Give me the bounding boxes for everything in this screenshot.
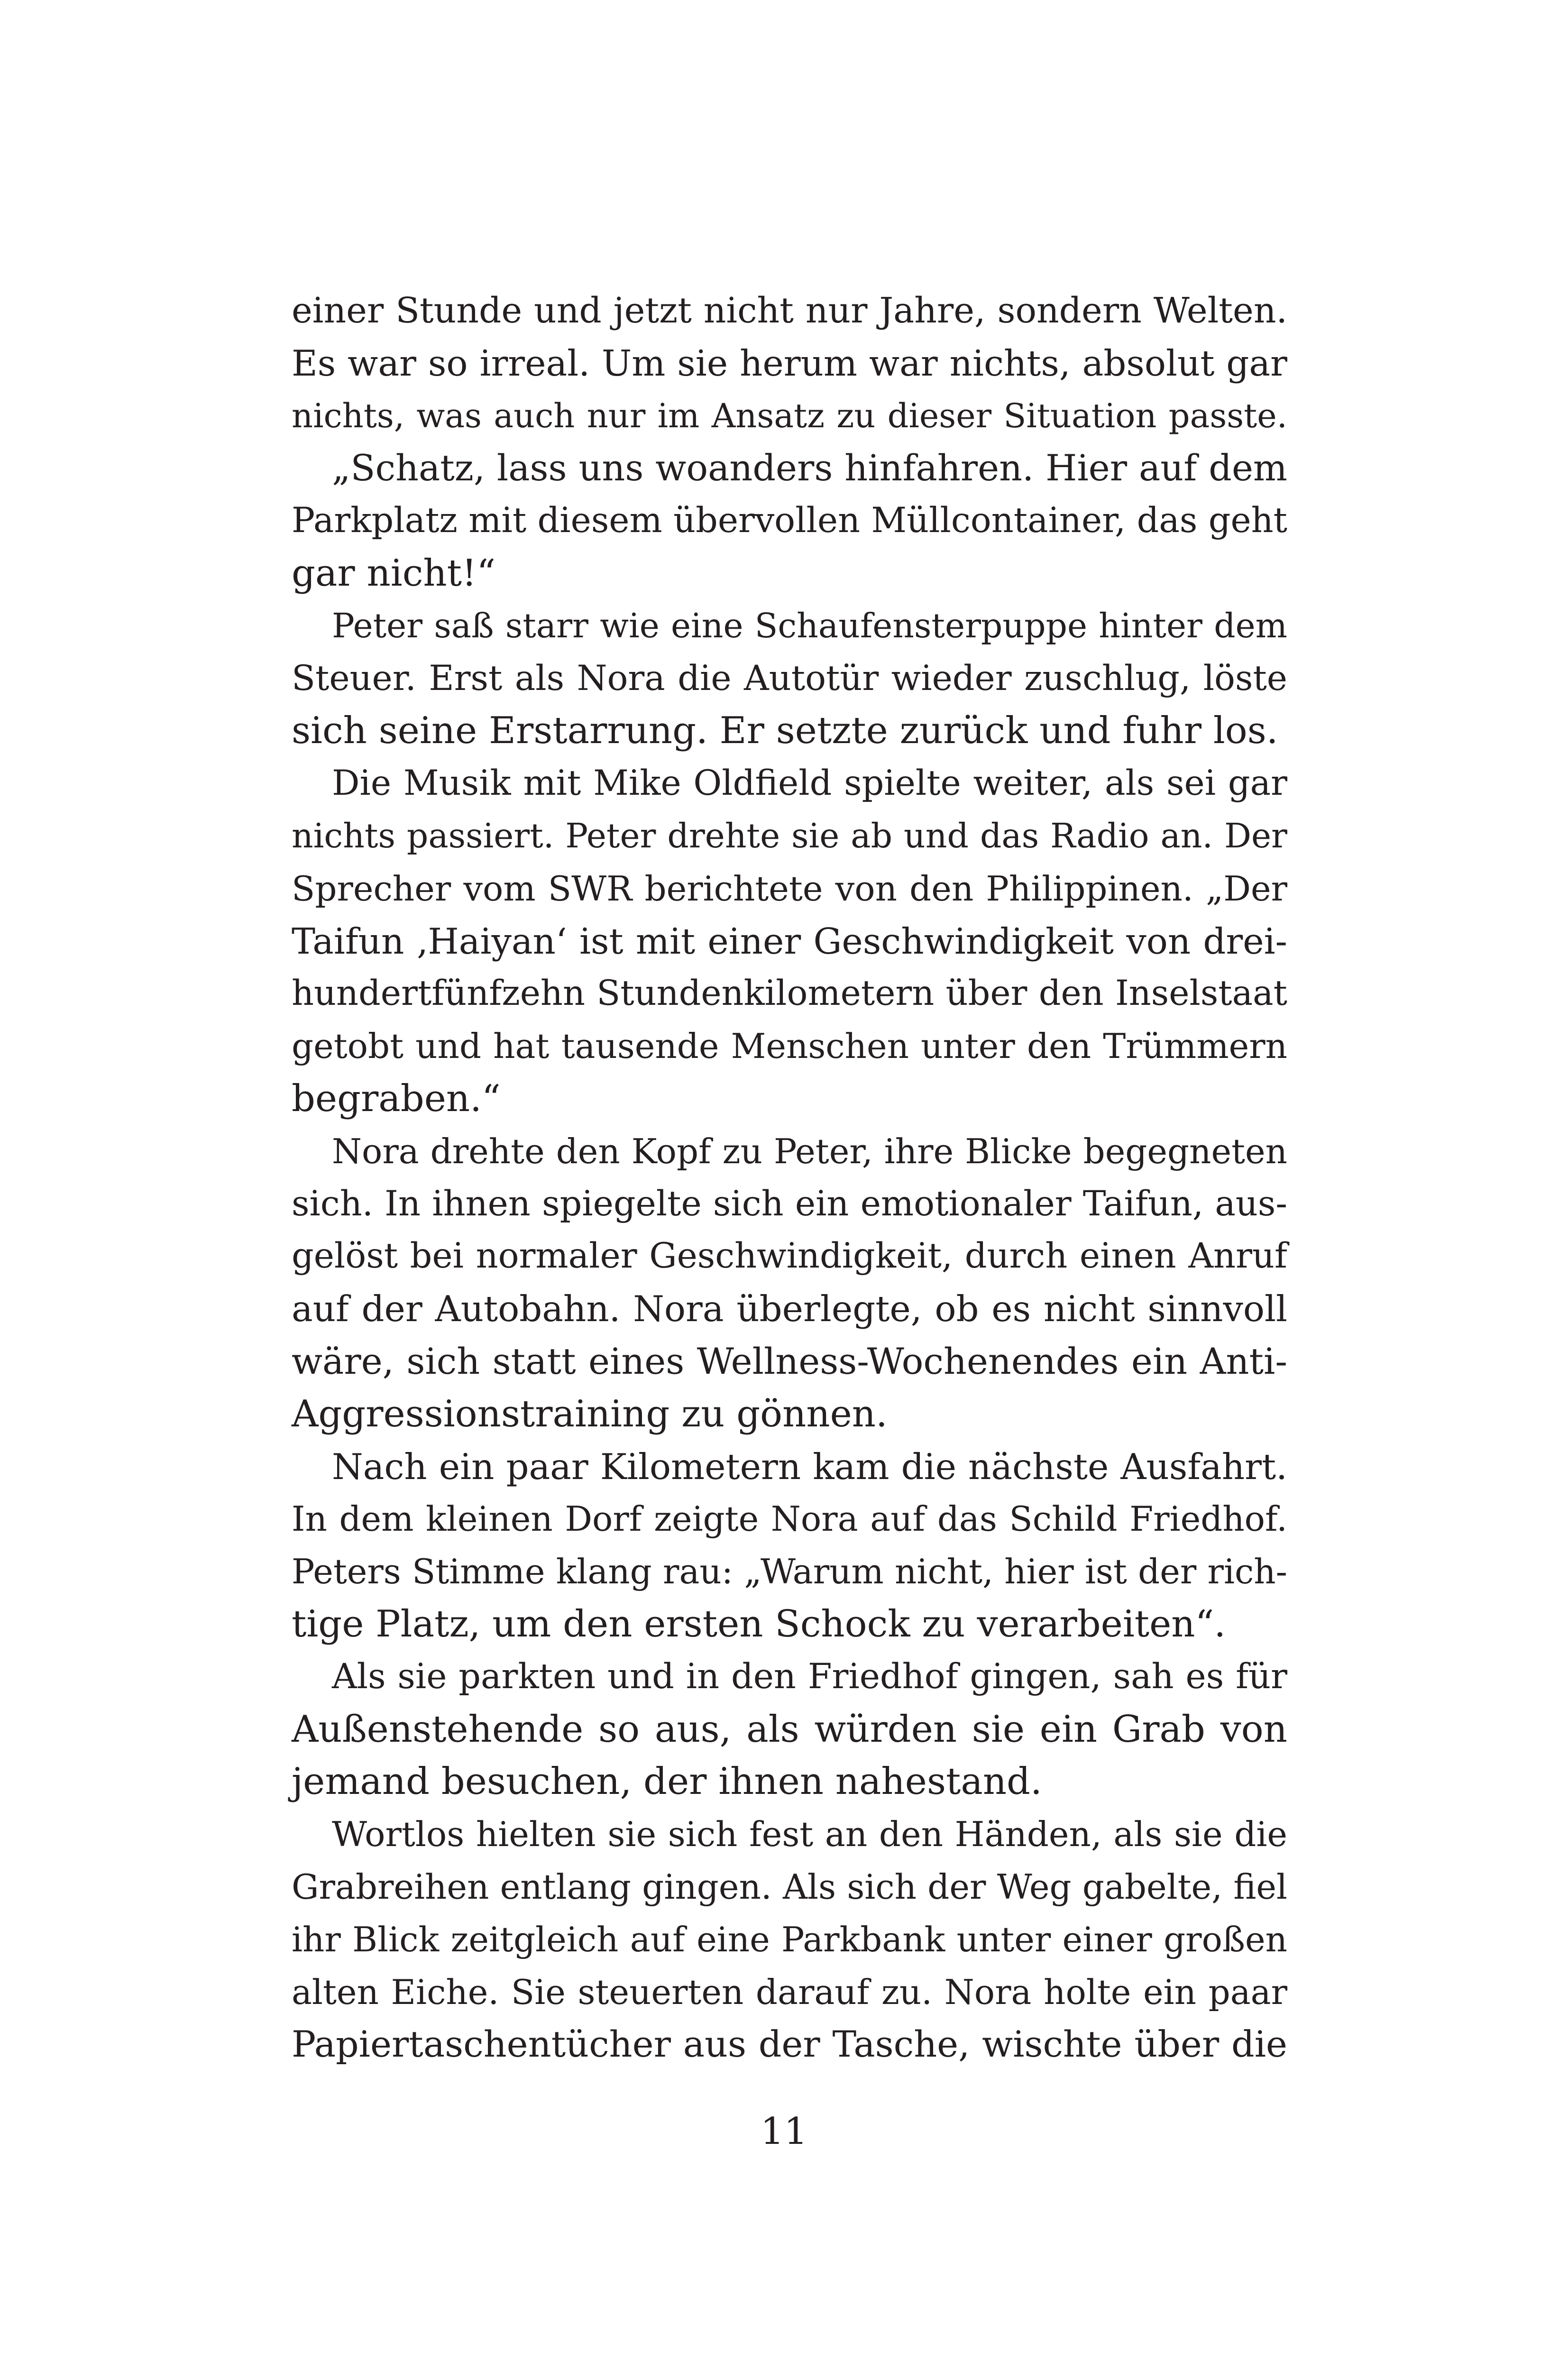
text-line: „Schatz, lass uns woanders hinfahren. Hier auf dem xyxy=(332,447,1287,489)
text-line: Sprecher vom SWR berichtete von den Philippinen. „Der xyxy=(292,868,1287,909)
text-line: getobt und hat tausende Menschen unter den Trümmern xyxy=(292,1026,1287,1066)
text-line: Als sie parkten und in den Friedhof gingen, sah es für xyxy=(332,1656,1287,1697)
text-line: Nora drehte den Kopf zu Peter, ihre Blicke begegneten xyxy=(332,1131,1287,1171)
text-line: ihr Blick zeitgleich auf eine Parkbank unter einer großen xyxy=(292,1919,1287,1959)
text-line: alten Eiche. Sie steuerten darauf zu. Nora holte ein paar xyxy=(292,1972,1287,2012)
page-number: 11 xyxy=(760,2110,808,2153)
text-line: Aggressionstraining zu gönnen. xyxy=(292,1392,888,1435)
text-line: Nach ein paar Kilometern kam die nächste Ausfahrt. xyxy=(332,1445,1287,1488)
body-text xyxy=(292,285,1287,2071)
text-line: gar nicht!“ xyxy=(292,551,496,595)
text-line: Wortlos hielten sie sich fest an den Händen, als sie die xyxy=(332,1814,1287,1855)
text-line: Es war so irreal. Um sie herum war nichts, absolut gar xyxy=(292,342,1287,384)
text-line: wäre, sich statt eines Wellness-Wochenendes ein Anti- xyxy=(292,1340,1287,1382)
text-line: In dem kleinen Dorf zeigte Nora auf das Schild Friedhof. xyxy=(292,1499,1287,1539)
text-line: Steuer. Erst als Nora die Autotür wieder zuschlug, löste xyxy=(292,658,1287,698)
text-line: Taifun ‚Haiyan‘ ist mit einer Geschwindigkeit von drei- xyxy=(292,920,1287,962)
text-line: nichts passiert. Peter drehte sie ab und das Radio an. Der xyxy=(292,816,1287,855)
text-line: begraben.“ xyxy=(292,1077,501,1120)
text-line: auf der Autobahn. Nora überlegte, ob es nicht sinnvoll xyxy=(292,1288,1287,1330)
text-line: nichts, was auch nur im Ansatz zu dieser Situation passte. xyxy=(292,396,1287,435)
text-line: Peters Stimme klang rau: „Warum nicht, hier ist der rich- xyxy=(292,1552,1287,1592)
text-line: Parkplatz mit diesem übervollen Müllcontainer, das geht xyxy=(292,500,1287,541)
text-line: Die Musik mit Mike Oldfield spielte weiter, als sei gar xyxy=(332,763,1287,804)
text-line: sich. In ihnen spiegelte sich ein emotionaler Taifun, aus- xyxy=(292,1183,1287,1224)
text-line: sich seine Erstarrung. Er setzte zurück und fuhr los. xyxy=(292,709,1278,753)
text-line: tige Platz, um den ersten Schock zu verarbeiten“. xyxy=(292,1602,1226,1645)
text-line: jemand besuchen, der ihnen nahestand. xyxy=(292,1760,1042,1803)
text-line: einer Stunde und jetzt nicht nur Jahre, sondern Welten. xyxy=(292,290,1287,331)
text-line: Papiertaschentücher aus der Tasche, wischte über die xyxy=(292,2023,1287,2066)
text-line: gelöst bei normaler Geschwindigkeit, durch einen Anruf xyxy=(292,1236,1287,1277)
text-line: Außenstehende so aus, als würden sie ein Grab von xyxy=(292,1708,1287,1751)
text-line: hundertfünfzehn Stundenkilometern über den Inselstaat xyxy=(292,973,1287,1014)
text-line: Grabreihen entlang gingen. Als sich der Weg gabelte, fiel xyxy=(292,1866,1287,1907)
text-line: Peter saß starr wie eine Schaufensterpuppe hinter dem xyxy=(332,606,1287,645)
